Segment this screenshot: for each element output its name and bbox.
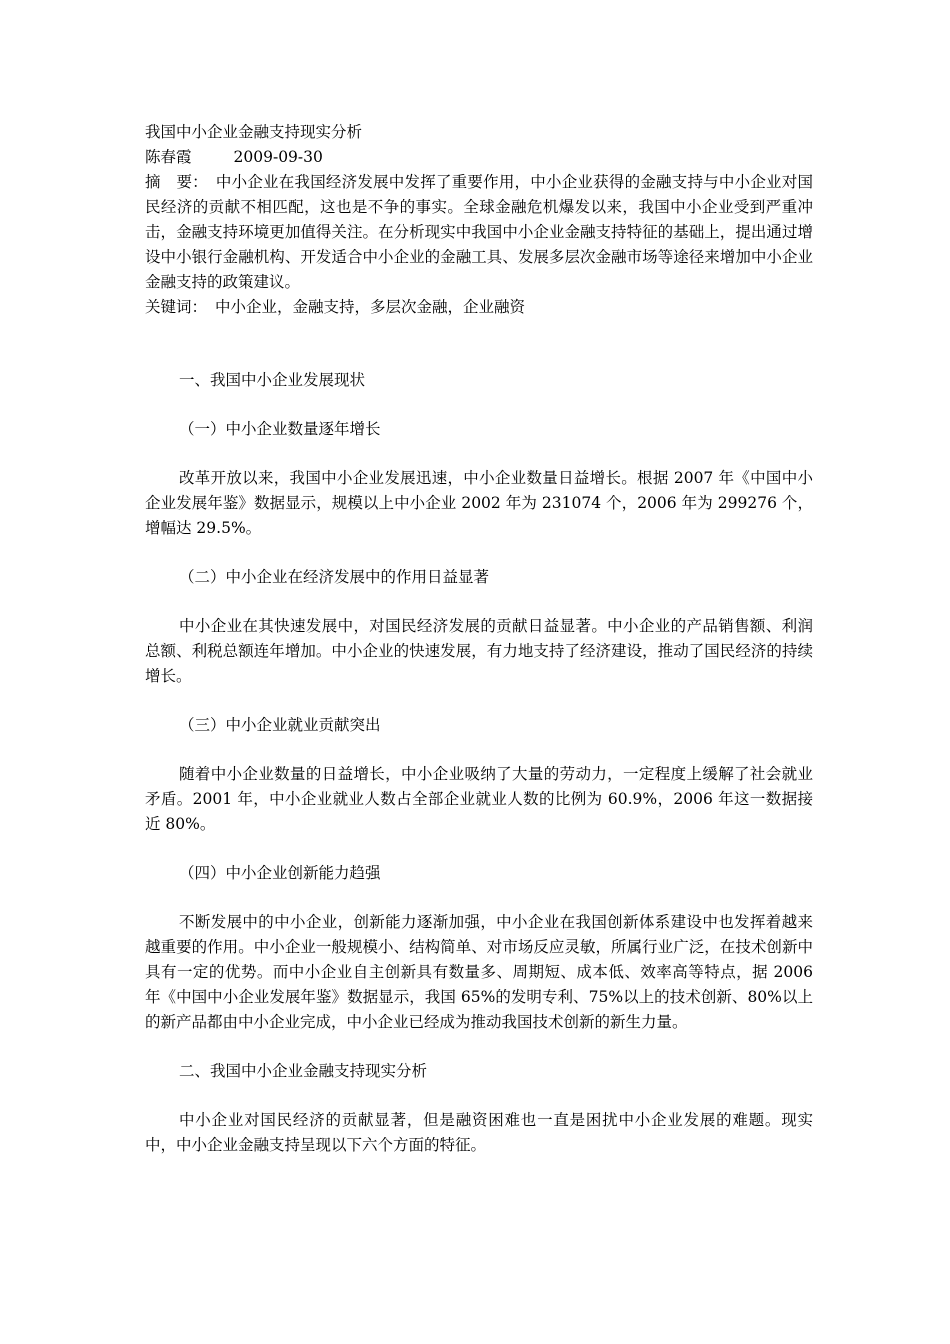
author-name: 陈春霞 (145, 148, 192, 166)
subsection-1-paragraph: 改革开放以来，我国中小企业发展迅速，中小企业数量日益增长。根据 2007 年《中国中小企业发展年鉴》数据显示，规模以上中小企业 2002 年为 231074 个，2006 年为 299276 个，增幅达 29.5%。 (145, 469, 813, 537)
keywords-label: 关键词： (145, 298, 208, 316)
section-2-heading: 二、我国中小企业金融支持现实分析 (179, 1062, 428, 1080)
article-title: 我国中小企业金融支持现实分析 (145, 123, 363, 141)
keywords-text: 中小企业，金融支持，多层次金融，企业融资 (215, 298, 526, 316)
author-line (145, 145, 813, 170)
abstract-text: 中小企业在我国经济发展中发挥了重要作用，中小企业获得的金融支持与中小企业对国民经济的贡献不相匹配，这也是不争的事实。全球金融危机爆发以来，我国中小企业受到严重冲击，金融支持环境更加值得关注。在分析现实中我国中小企业金融支持特征的基础上，提出通过增设中小银行金融机构、开发适合中小企业的金融工具、发展多层次金融市场等途径来增加中小企业金融支持的政策建议。 (145, 173, 813, 291)
article-header (145, 120, 813, 320)
abstract-label: 摘 要： (145, 173, 208, 191)
subsection-4-heading: （四）中小企业创新能力趋强 (179, 864, 381, 882)
subsection-3-paragraph: 随着中小企业数量的日益增长，中小企业吸纳了大量的劳动力，一定程度上缓解了社会就业矛盾。2001 年，中小企业就业人数占全部企业就业人数的比例为 60.9%，2006 年这一数据接近 80%。 (145, 765, 813, 833)
subsection-4-paragraph: 不断发展中的中小企业，创新能力逐渐加强，中小企业在我国创新体系建设中也发挥着越来越重要的作用。中小企业一般规模小、结构简单、对市场反应灵敏，所属行业广泛，在技术创新中具有一定的优势。而中小企业自主创新具有数量多、周期短、成本低、效率高等特点，据 2006 年《中国中小企业发展年鉴》数据显示，我国 65%的发明专利、75%以上的技术创新、80%以上的新产品都由中小企业完成，中小企业已经成为推动我国技术创新的新生力量。 (145, 913, 813, 1031)
document-page (145, 120, 813, 1158)
subsection-2-heading: （二）中小企业在经济发展中的作用日益显著 (179, 568, 490, 586)
publish-date: 2009-09-30 (233, 148, 323, 166)
keywords-line (145, 295, 813, 320)
section-2-paragraph: 中小企业对国民经济的贡献显著，但是融资困难也一直是困扰中小企业发展的难题。现实中，中小企业金融支持呈现以下六个方面的特征。 (145, 1111, 813, 1154)
subsection-2-paragraph: 中小企业在其快速发展中，对国民经济发展的贡献日益显著。中小企业的产品销售额、利润总额、利税总额连年增加。中小企业的快速发展，有力地支持了经济建设，推动了国民经济的持续增长。 (145, 617, 813, 685)
abstract (145, 170, 813, 295)
subsection-3-heading: （三）中小企业就业贡献突出 (179, 716, 381, 734)
section-1-heading: 一、我国中小企业发展现状 (179, 371, 366, 389)
subsection-1-heading: （一）中小企业数量逐年增长 (179, 420, 381, 438)
